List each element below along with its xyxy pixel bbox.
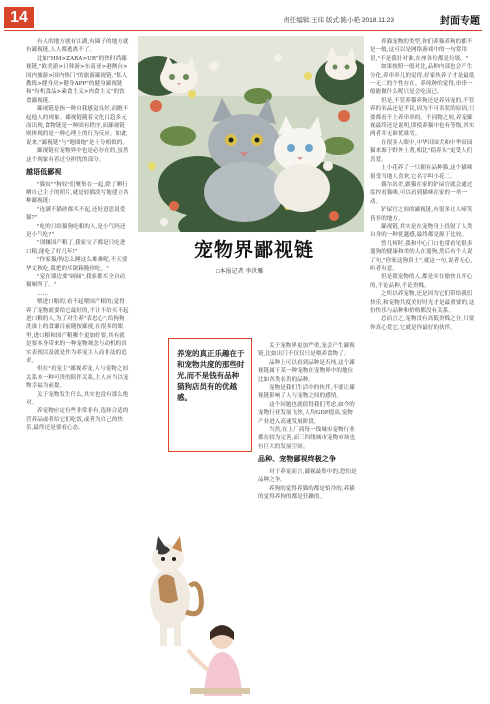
paragraph: 养狗的觉得养猫的都是怕冷的,养猫的觉得养狗的都是狂躁的。	[258, 485, 355, 500]
paragraph: 当然,在上厂商每一线城市宠物行业都在较为完善,而三四线城市宠物市场也有巨大的发展空间。	[258, 427, 356, 450]
paragraph: 但是我宠物的人,都是实在愉快且开心的,不论品种,不论贵贱。	[370, 274, 473, 289]
paragraph: 如果按照一般对比,品种内部也会产生分化,养串串儿的觉得,好家伙养子才是最低一无二的个性存在。养纯种的觉得,串串一般能做什么呢只是会吃而已。	[370, 64, 475, 96]
paragraph: 但是,不管养猫养狗还是养异宠的,不管养的名品还是平民,因为不可名状的原因,只要都看不上养串串的。不同物之间,养宠鄙视最终还是说明,即使养猫中也有等级,其实两者并无谁优谁劣。	[370, 97, 475, 138]
paragraph: 之所以养宠物,还是因为它们带给我们快乐,和宠物共度美好时光才是最重要的,这份快乐与品种和价格都没有关系。	[370, 291, 475, 314]
article-column-4	[370, 38, 476, 688]
paragraph: 养宠物应定有些非常非有,选择合适的营养品或者给它们吃饭,或者为自己的快乐,最终还是要看心态。	[26, 408, 129, 432]
paragraph: 品种上可以看到品种是否纯,这个鄙视链属于某一种宠物在宠物界中的地位比如各类名贵的品种。	[258, 359, 355, 383]
article-column-1	[26, 38, 130, 678]
subheading: 品种、宠物鄙视终极之争	[258, 456, 337, 464]
header-rule	[4, 30, 482, 31]
paragraph: ……	[37, 290, 49, 297]
paragraph: 鄙视链,其实是在宠物身上投射了人类自身的一种优越感,最终都是源于比较。	[370, 223, 473, 239]
paragraph: "宠在墙边要"阔阔",我家都买全自动猫厕所了。"	[26, 273, 126, 289]
girl-and-cat-illustration	[130, 520, 256, 700]
cats-illustration-svg	[138, 36, 364, 232]
paragraph: "吃的只给猫狗吃粮的人,是小气吗还是小气吃?"	[26, 223, 126, 238]
article-column-3	[258, 342, 358, 697]
paragraph: 关于宠物发生什么,其实也没有那么绝对。	[26, 391, 129, 407]
paragraph: "连满不猫砂都买不起,还好意思说爱猫?"	[26, 206, 126, 222]
paragraph: 养猫宠物的类型,你们养猫养狗的都不是一般,这可以是网络游戏中的一句常用语,"不是我针对谁,在座各位都是垃圾。"	[370, 39, 473, 62]
pull-quote-box	[168, 338, 252, 452]
paragraph: 鄙视链是指一种自我感觉良好,而瞧不起他人的现象。鄙视链随着文化日趋多元而出现,食物链是一种固有秩序,而鄙视链则体现的是一种心理上的行为反应。如此说来,"鄙视链"与"地图炮"是十分相似的。	[26, 106, 129, 146]
paragraph: 但在"看宠主"鄙视养宠,人与宠物之间关系本一种可贵的陪伴关系,主人应当以宠物幸福为前提。	[26, 366, 129, 390]
subheading: 越语低鄙视	[26, 169, 62, 177]
paragraph: 偶尔出差,跟猫在家的铲屎官就会通过监控看猫咪,可以看到猫咪在家的一举一动。	[370, 181, 473, 205]
paragraph: 土小花养了一只拥有品种猫,这个猫咪很受当地人喜欢,它名字叫小花二。	[370, 165, 473, 180]
article-byline: □本报记者 李世雁	[216, 269, 264, 275]
paragraph: 喂进口粮的,看不起喂国产粮的;觉得养了宠物就要给它最好的,不让不给买不起进口粮的人,为了对生养"表忠心",给狗狗洗澡上的食谦目前随按鄙视,在很多的眼里,进口粮和国产粮哪个更加好要,其有就是要本身带来的一种宠物观念与动机的真实表现以及就是作为养宠主人而非法的追求。	[26, 299, 129, 365]
paragraph: 在很多人眼中,中华田园犬和中华田园猫来源于野外土著,相比"稳养头"更受人们喜爱。	[370, 139, 473, 163]
paragraph: 曾几何时,我和中心门口也常看见很多遛狗的健康和美的人在遛狗,然后有个人说了句,"你家这狗真土",就这一句,说者无心,听者有意。	[370, 240, 473, 272]
paragraph: 关于宠物界更加严重,宠会产生鄙视链,比如出门不仅仅只是喂养食物了。	[258, 343, 355, 358]
editor-credits: 责任编辑:王玮 版式:陈小艳 2018.11.23	[283, 17, 394, 24]
paragraph: 鄙视链在宠物界中也是必存在的,虽然这个现象有着过分担忧的部分。	[26, 148, 129, 163]
paragraph: 宠物是我们生活中的伙伴,不要让鄙视链影响了人与宠物之间的感情。	[258, 385, 355, 400]
paragraph: 有人的地方就有江湖,有圈子的地方就有鄙视链,人人都逃离不了。	[26, 39, 129, 54]
page-header	[0, 0, 490, 30]
paragraph: "猫奴""狗奴"们聚集在一起,除了晒行晒自己主子的照片,就是轻描淡写地建立各种鄙视链:	[26, 181, 129, 205]
girl-and-cat-svg	[130, 520, 256, 700]
cats-illustration	[138, 36, 364, 232]
paragraph: 这个问题也就值得我们考虑,如今的宠物行业发展飞快,人均GDP提高,宠物产业进入高速发展阶段。	[258, 401, 355, 425]
paragraph: 比如"HM>ZARA>UR"的快时尚鄙视链,"欧美游>日韩游>东南亚>港澳台>国内旅游>国内热门"的旅游鄙视链,"私人教练>健身房>健身APP"的健身鄙视链和"有机食品>素食主义>肉食主义"的饮食鄙视链。	[26, 55, 128, 104]
paragraph: "别嫌国产粮了,我家宝子都是只吃进口粮,能吃了好几年!"	[26, 240, 126, 255]
paragraph: 总而言之,宠物没有高低贵贱之分,只要你真心爱它,它就是你最好的伙伴。	[370, 316, 475, 331]
paragraph: 铲屎官之间的鄙视链,有很多让人啼笑皆非的地方。	[370, 207, 473, 222]
page-number: 14	[4, 7, 34, 28]
paragraph: "你家猫/狗怎么睡这么难难呢,不天要华丈秋吃,我把的买锯箱糙你吃。"	[26, 257, 128, 272]
paragraph: 对于养宠而言,鄙视最集中的,恐怕是品种之争。	[258, 468, 357, 484]
article-title: 宠物界鄙视链	[193, 239, 314, 261]
pull-quote: 养宠的真正乐趣在于和宠物共度的那些时光,而不是钱有品种猫狗店员有的优越感。	[177, 349, 245, 402]
section-title: 封面专题	[440, 16, 480, 27]
